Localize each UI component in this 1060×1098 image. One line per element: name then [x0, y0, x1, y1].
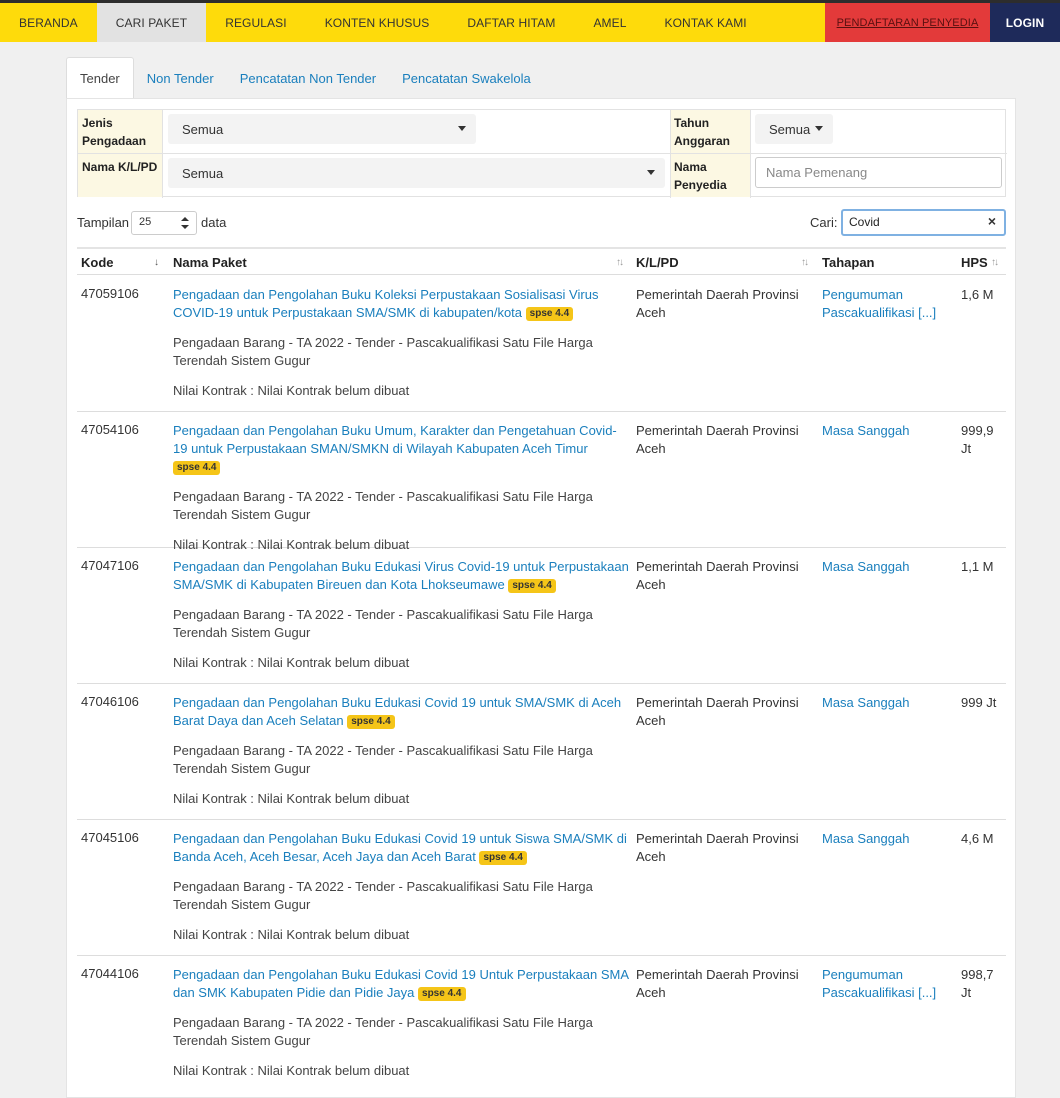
chevron-down-icon	[815, 126, 823, 131]
row-kode: 47059106	[81, 286, 139, 301]
row-tahapan-link[interactable]: Pengumuman Pascakualifikasi [...]	[822, 287, 937, 320]
klpd-value: Semua	[182, 165, 224, 181]
nav-spacer	[766, 3, 825, 42]
package-description: Pengadaan Barang - TA 2022 - Tender - Pascakualifikasi Satu File Harga Terendah Sistem Gugur	[173, 489, 593, 522]
page-length-select[interactable]	[131, 211, 197, 235]
jenis-pengadaan-value: Semua	[182, 121, 224, 137]
contract-value: Nilai Kontrak : Nilai Kontrak belum dibuat	[173, 655, 410, 670]
tab-tender[interactable]: Tender	[66, 57, 134, 99]
klpd-label: Nama K/L/PD	[78, 154, 162, 197]
contract-value: Nilai Kontrak : Nilai Kontrak belum dibuat	[173, 537, 410, 552]
row-klpd: Pemerintah Daerah Provinsi Aceh	[636, 695, 799, 728]
row-hps: 998,7 Jt	[961, 967, 994, 1000]
spse-badge: spse 4.4	[347, 715, 394, 729]
page-length-value: 25	[139, 216, 152, 228]
row-hps: 1,6 M	[961, 287, 994, 302]
nav-konten-khusus[interactable]: KONTEN KHUSUS	[324, 15, 430, 30]
row-hps: 999 Jt	[961, 695, 997, 710]
row-klpd: Pemerintah Daerah Provinsi Aceh	[636, 831, 799, 864]
search-input[interactable]	[841, 209, 1006, 236]
category-tabs	[66, 57, 544, 99]
row-hps: 4,6 M	[961, 831, 994, 846]
tab-non-tender[interactable]: Non Tender	[146, 70, 214, 86]
results-table-header	[77, 247, 1006, 275]
tab-pencatatan-non-tender[interactable]: Pencatatan Non Tender	[239, 70, 377, 86]
klpd-select[interactable]	[168, 158, 665, 188]
package-description: Pengadaan Barang - TA 2022 - Tender - Pascakualifikasi Satu File Harga Terendah Sistem Gugur	[173, 1015, 593, 1048]
search-value: Covid	[849, 215, 880, 229]
contract-value: Nilai Kontrak : Nilai Kontrak belum dibuat	[173, 1063, 410, 1078]
divider	[162, 110, 163, 198]
contract-value: Nilai Kontrak : Nilai Kontrak belum dibuat	[173, 927, 410, 942]
tahun-anggaran-select[interactable]	[755, 114, 833, 144]
chevron-down-icon	[647, 170, 655, 175]
table-row	[77, 276, 1006, 412]
spse-badge: spse 4.4	[508, 579, 555, 593]
updown-arrows-icon	[181, 217, 189, 229]
jenis-pengadaan-label: Jenis Pengadaan	[78, 110, 162, 153]
package-link[interactable]: Pengadaan dan Pengolahan Buku Koleksi Perpustakaan Sosialisasi Virus COVID-19 untuk Perpustakaan SMA/SMK di kabupaten/kota	[173, 287, 599, 320]
sort-desc-icon[interactable]: ↓	[154, 257, 157, 268]
spse-badge: spse 4.4	[173, 461, 220, 475]
table-row	[77, 548, 1006, 684]
chevron-down-icon	[458, 126, 466, 131]
close-icon[interactable]: ×	[987, 213, 996, 229]
package-link[interactable]: Pengadaan dan Pengolahan Buku Edukasi Covid 19 untuk Siswa SMA/SMK di Banda Aceh, Aceh Besar, Aceh Jaya dan Aceh Barat	[173, 831, 627, 864]
tab-pencatatan-swakelola[interactable]: Pencatatan Swakelola	[402, 70, 531, 86]
row-nama-cell	[173, 286, 631, 400]
table-row	[77, 412, 1006, 552]
col-hps-header[interactable]: HPS	[961, 255, 988, 270]
divider	[78, 153, 1007, 154]
row-tahapan-link[interactable]: Masa Sanggah	[822, 423, 910, 438]
table-row	[77, 684, 1006, 820]
row-hps: 1,1 M	[961, 559, 994, 574]
top-navbar	[0, 0, 1060, 42]
row-nama-cell	[173, 422, 631, 554]
search-label: Cari:	[810, 215, 838, 230]
row-klpd: Pemerintah Daerah Provinsi Aceh	[636, 967, 799, 1000]
divider	[750, 110, 751, 198]
col-kode-header[interactable]: Kode	[81, 255, 114, 270]
package-description: Pengadaan Barang - TA 2022 - Tender - Pascakualifikasi Satu File Harga Terendah Sistem Gugur	[173, 335, 593, 368]
package-description: Pengadaan Barang - TA 2022 - Tender - Pascakualifikasi Satu File Harga Terendah Sistem Gugur	[173, 607, 593, 640]
row-nama-cell	[173, 558, 631, 672]
spse-badge: spse 4.4	[479, 851, 526, 865]
row-kode: 47045106	[81, 830, 139, 845]
filter-table	[77, 109, 1006, 197]
package-link[interactable]: Pengadaan dan Pengolahan Buku Edukasi Virus Covid-19 untuk Perpustakaan SMA/SMK di Kabupaten Bireuen dan Kota Lhokseumawe	[173, 559, 629, 592]
row-hps: 999,9 Jt	[961, 423, 994, 456]
col-klpd-header[interactable]: K/L/PD	[636, 255, 679, 270]
sort-icon[interactable]: ↑↓	[991, 257, 997, 268]
length-suffix-label: data	[201, 215, 227, 230]
package-link[interactable]: Pengadaan dan Pengolahan Buku Edukasi Covid 19 untuk SMA/SMK di Aceh Barat Daya dan Aceh Selatan	[173, 695, 622, 728]
nav-daftar-hitam[interactable]: DAFTAR HITAM	[467, 15, 556, 30]
row-klpd: Pemerintah Daerah Provinsi Aceh	[636, 423, 799, 456]
package-link[interactable]: Pengadaan dan Pengolahan Buku Umum, Karakter dan Pengetahuan Covid-19 untuk Perpustakaan SMAN/SMKN di Wilayah Kabupaten Aceh Timur	[173, 423, 617, 456]
row-klpd: Pemerintah Daerah Provinsi Aceh	[636, 287, 799, 320]
spse-badge: spse 4.4	[418, 987, 465, 1001]
row-kode: 47044106	[81, 966, 139, 981]
content-panel	[66, 98, 1016, 1098]
row-klpd: Pemerintah Daerah Provinsi Aceh	[636, 559, 799, 592]
tahun-anggaran-label: Tahun Anggaran	[670, 110, 750, 153]
col-tahapan-header[interactable]: Tahapan	[822, 255, 875, 270]
nav-kontak-kami[interactable]: KONTAK KAMI	[664, 15, 747, 30]
nav-cari-paket[interactable]: CARI PAKET	[97, 3, 206, 42]
row-tahapan-link[interactable]: Pengumuman Pascakualifikasi [...]	[822, 967, 937, 1000]
row-tahapan-link[interactable]: Masa Sanggah	[822, 695, 910, 710]
login-button[interactable]: LOGIN	[990, 3, 1060, 42]
length-prefix-label: Tampilan	[77, 215, 130, 230]
table-row	[77, 956, 1006, 1092]
register-provider-button[interactable]: PENDAFTARAN PENYEDIA	[825, 3, 990, 42]
tahun-anggaran-value: Semua	[769, 121, 811, 137]
row-kode: 47046106	[81, 694, 139, 709]
sort-icon[interactable]: ↑↓	[616, 257, 622, 268]
row-kode: 47054106	[81, 422, 139, 437]
nav-regulasi[interactable]: REGULASI	[225, 15, 287, 30]
package-description: Pengadaan Barang - TA 2022 - Tender - Pascakualifikasi Satu File Harga Terendah Sistem Gugur	[173, 879, 593, 912]
row-tahapan-link[interactable]: Masa Sanggah	[822, 559, 910, 574]
sort-icon[interactable]: ↑↓	[801, 257, 807, 268]
contract-value: Nilai Kontrak : Nilai Kontrak belum dibuat	[173, 791, 410, 806]
nama-pemenang-input[interactable]: Nama Pemenang	[755, 157, 1002, 188]
contract-value: Nilai Kontrak : Nilai Kontrak belum dibuat	[173, 383, 410, 398]
row-tahapan-link[interactable]: Masa Sanggah	[822, 831, 910, 846]
divider	[670, 110, 671, 198]
spse-badge: spse 4.4	[526, 307, 573, 321]
table-row	[77, 820, 1006, 956]
package-description: Pengadaan Barang - TA 2022 - Tender - Pascakualifikasi Satu File Harga Terendah Sistem Gugur	[173, 743, 593, 776]
nav-beranda[interactable]: BERANDA	[19, 15, 78, 30]
row-nama-cell	[173, 830, 631, 944]
row-kode: 47047106	[81, 558, 139, 573]
col-nama-header[interactable]: Nama Paket	[173, 255, 247, 270]
package-link[interactable]: Pengadaan dan Pengolahan Buku Edukasi Covid 19 Untuk Perpustakaan SMA dan SMK Kabupaten Pidie dan Pidie Jaya	[173, 967, 629, 1000]
row-nama-cell	[173, 694, 631, 808]
nama-penyedia-label: Nama Penyedia	[670, 154, 750, 197]
row-nama-cell	[173, 966, 631, 1080]
jenis-pengadaan-select[interactable]	[168, 114, 476, 144]
nav-amel[interactable]: AMEL	[593, 15, 627, 30]
